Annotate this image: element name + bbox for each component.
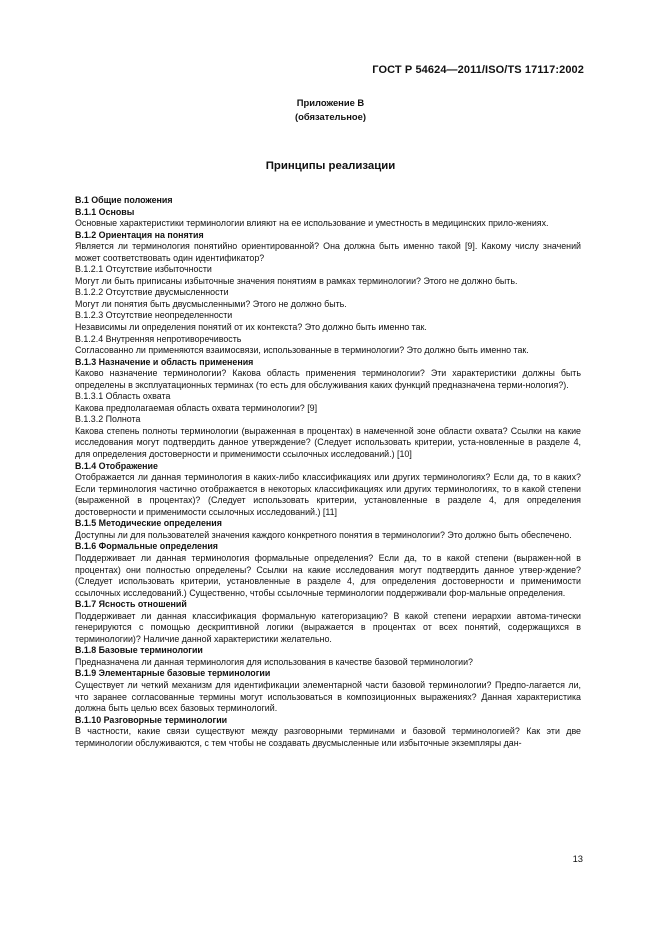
body-paragraph: Поддерживает ли данная терминология формальные определения? Если да, то в какой степени (выражен-ной в процентах) они полностью определены? Ссылки на какие исследования могут подтвердить данное утвер-ждение? (Следует использовать критерии, установленные в разделе 4, для определения достоверности и применимости ссылочных исследований.) Существенно, чтобы ссылочные терминологии поддерживали фор-мальные определения. <box>75 552 581 598</box>
body-paragraph: В частности, какие связи существуют между разговорными терминами и базовой терминологией? Как эти две терминологии обслуживаются, с тем чтобы не создавать двусмысленные или избыточные экземпляры дан- <box>75 726 581 748</box>
section-heading: В.1 Общие положения <box>75 195 173 205</box>
section-heading: В.1.1 Основы <box>75 206 135 217</box>
body-paragraph: Какова степень полноты терминологии (выраженная в процентах) в намеченной зоне области охвата? Ссылки на какие исследования могут подтвердить данное утверждение? (Следует использовать критерии, уста-новленные в разделе 4, для определения достоверности и применимости ссылочных исследований.) [10] <box>75 425 581 460</box>
body-paragraph: Существует ли четкий механизм для идентификации элементарной части базовой терминологии? Предпо-лагается ли, что заранее согласованные термины могут использоваться в композиционных выражениях? Данная характеристика должна быть целью всех базовых терминологий. <box>75 679 581 714</box>
subsection-heading: В.1.2.3 Отсутствие неопределенности <box>75 310 233 321</box>
body-paragraph: Основные характеристики терминологии влияют на ее использование и уместность в медицинских прило-жениях. <box>75 218 549 229</box>
section-heading: В.1.7 Ясность отношений <box>75 599 187 610</box>
body-paragraph: Какова предполагаемая область охвата терминологии? [9] <box>75 402 318 413</box>
section-heading: В.1.2 Ориентация на понятия <box>75 229 204 240</box>
section-heading: В.1.3 Назначение и область применения <box>75 356 254 367</box>
subsection-heading: В.1.2.1 Отсутствие избыточности <box>75 264 212 275</box>
body-paragraph: Независимы ли определения понятий от их контекста? Это должно быть именно так. <box>75 322 427 333</box>
body-paragraph: Каково назначение терминологии? Какова область применения терминологии? Эти характеристики должны быть определены в эксплуатационных терминах (то есть для обслуживания каких функций предназначена терми-нология?). <box>75 368 581 390</box>
section-heading: В.1.10 Разговорные терминологии <box>75 714 228 725</box>
section-heading: В.1.8 Базовые терминологии <box>75 645 203 656</box>
section-heading: В.1.5 Методические определения <box>75 518 222 529</box>
body-paragraph: Доступны ли для пользователей значения каждого конкретного понятия в терминологии? Это должно быть обеспечено. <box>75 529 572 540</box>
section-heading: В.1.9 Элементарные базовые терминологии <box>75 668 271 679</box>
body-paragraph: Поддерживает ли данная классификация формальную категоризацию? В какой степени иерархии автома-тически генерируются с помощью дескриптивной логики (выражается в процентах от всех понятий, содержащихся в терминологии)? Наличие данной характеристики желательно. <box>75 610 581 644</box>
subsection-heading: В.1.2.4 Внутренняя непротиворечивость <box>75 333 242 344</box>
body-paragraph: Является ли терминология понятийно ориентированной? Она должна быть именно такой [9]. Какому числу значений может соответствовать один идентификатор? <box>75 241 581 263</box>
subsection-heading: В.1.3.1 Область охвата <box>75 391 171 402</box>
body-paragraph: Согласованно ли применяются взаимосвязи, использованные в терминологии? Это должно быть именно так. <box>75 345 529 356</box>
standard-designation: ГОСТ Р 54624—2011/ISO/TS 17117:2002 <box>372 64 584 76</box>
section-title: Принципы реализации <box>265 160 396 172</box>
section-heading: В.1.6 Формальные определения <box>75 541 218 552</box>
annex-title: Приложение В <box>296 97 365 108</box>
subsection-heading: В.1.3.2 Полнота <box>75 414 141 425</box>
annex-subtitle: (обязательное) <box>295 111 366 122</box>
body-paragraph: Предназначена ли данная терминология для использования в качестве базовой терминологии? <box>75 656 473 667</box>
subsection-heading: В.1.2.2 Отсутствие двусмысленности <box>75 287 229 298</box>
body-paragraph: Отображается ли данная терминология в каких-либо классификациях или других терминологиях? Если да, то в каких? Если терминология частично отображается в некоторых классификациях или других терминологиях, то в какой степени (выраженной в процентах)? (Следует использовать критерии, установленные в разделе 4, для определения достоверности и применимости ссылочных исследований.) [11] <box>75 472 581 517</box>
body-paragraph: Могут ли быть приписаны избыточные значения понятиям в рамках терминологии? Этого не должно быть. <box>75 275 518 286</box>
body-paragraph: Могут ли понятия быть двусмысленными? Этого не должно быть. <box>75 298 347 309</box>
page-number: 13 <box>572 853 583 864</box>
section-heading: В.1.4 Отображение <box>75 460 158 471</box>
document-body <box>75 195 581 749</box>
